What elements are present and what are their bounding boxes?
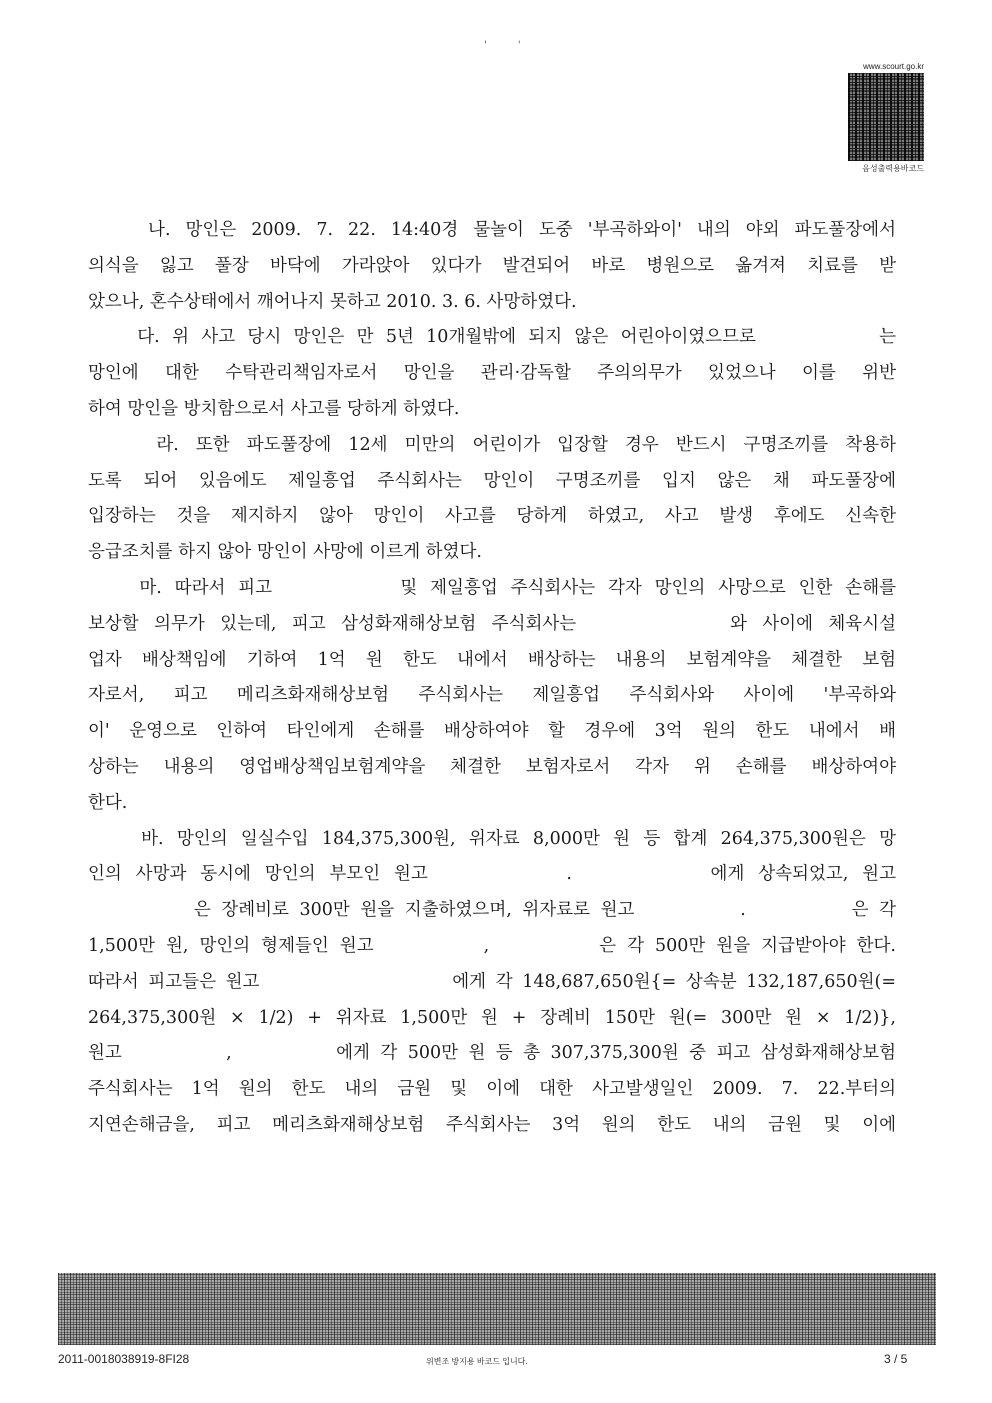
- body-line: 이' 운영으로 인하여 타인에게 손해를 배상하여야 할 경우에 3억 원의 한도 내에서 배: [88, 721, 896, 742]
- body-line: 바. 망인의 일실수입 184,375,300원, 위자료 8,000만 원 등 합계 264,375,300원은 망: [88, 828, 896, 849]
- anti-forgery-barcode-icon: [58, 1273, 936, 1345]
- site-url: www.scourt.go.kr: [863, 62, 924, 71]
- body-line: 나. 망인은 2009. 7. 22. 14:40경 물놀이 도중 '부곡하와이' 내의 야외 파도풀장에서: [88, 220, 896, 240]
- body-line: 지연손해금을, 피고 메리츠화재해상보험 주식회사는 3억 원의 한도 내의 금원 및 이에: [88, 1114, 896, 1135]
- body-line: 주식회사는 1억 원의 한도 내의 금원 및 이에 대한 사고발생일인 2009. 7. 22.부터의: [88, 1079, 896, 1100]
- body-line: 1,500만 원, 망인의 형제들인 원고 , 은 각 500만 원을 지급받아야 한다.: [88, 935, 896, 956]
- body-line: 하여 망인을 방치함으로서 사고를 당하게 하였다.: [88, 398, 460, 419]
- body-line: 입장하는 것을 제지하지 않아 망인이 사고를 당하게 하였고, 사고 발생 후에도 신속한: [88, 506, 896, 527]
- body-line: 따라서 피고들은 원고 에게 각 148,687,650원{= 상속분 132,187,650원(=: [88, 971, 896, 992]
- body-line: 망인에 대한 수탁관리책임자로서 망인을 관리·감독할 주의의무가 있었으나 이를 위반: [88, 363, 896, 384]
- body-line: 업자 배상책임에 기하여 1억 원 한도 내에서 배상하는 내용의 보험계약을 체결한 보험: [88, 649, 896, 670]
- body-line: 원고 , 에게 각 500만 원 등 총 307,375,300원 중 피고 삼성화재해상보험: [88, 1043, 896, 1064]
- body-line: 도록 되어 있음에도 제일흥업 주식회사는 망인이 구명조끼를 입지 않은 채 파도풀장에: [88, 470, 896, 491]
- body-line: 의식을 잃고 풀장 바닥에 가라앉아 있다가 발견되어 바로 병원으로 옮겨져 치료를 받: [88, 255, 896, 276]
- body-line: 라. 또한 파도풀장에 12세 미만의 어린이가 입장할 경우 반드시 구명조끼를 착용하: [88, 434, 896, 455]
- top-mark: ' ': [484, 40, 535, 51]
- body-line: 264,375,300원 × 1/2) + 위자료 1,500만 원 + 장례비 150만 원(= 300만 원 × 1/2)},: [88, 1007, 896, 1028]
- verification-barcode-block: [848, 62, 924, 174]
- barcode-caption: 음성출력용바코드: [862, 164, 924, 173]
- body-line: 상하는 내용의 영업배상책임보험계약을 체결한 보험자로서 각자 위 손해를 배상하여야: [88, 756, 896, 777]
- qr-barcode-icon: [848, 73, 924, 161]
- body-line: 인의 사망과 동시에 망인의 부모인 원고 . 에게 상속되었고, 원고: [88, 864, 896, 885]
- body-line: 다. 위 사고 당시 망인은 만 5년 10개월밖에 되지 않은 어린아이였으므로 는: [88, 327, 896, 348]
- document-body: [88, 213, 896, 1144]
- body-line: 은 장례비로 300만 원을 지출하였으며, 위자료로 원고 . 은 각: [88, 900, 896, 921]
- body-line: 한다.: [88, 792, 128, 813]
- page-number: 3 / 5: [884, 1352, 908, 1366]
- body-line: 응급조치를 하지 않아 망인이 사망에 이르게 하였다.: [88, 542, 482, 563]
- document-id: 2011-0018038919-8FI28: [58, 1352, 190, 1366]
- body-line: 았으나, 혼수상태에서 깨어나지 못하고 2010. 3. 6. 사망하였다.: [88, 291, 577, 312]
- body-line: 자로서, 피고 메리츠화재해상보험 주식회사는 제일흥업 주식회사와 사이에 '부곡하와: [88, 685, 896, 706]
- body-line: 마. 따라서 피고 및 제일흥업 주식회사는 각자 망인의 사망으로 인한 손해를: [88, 577, 896, 598]
- body-line: 보상할 의무가 있는데, 피고 삼성화재해상보험 주식회사는 와 사이에 체육시설: [88, 613, 896, 634]
- barcode-note: 위변조 방지용 바코드 입니다.: [426, 1357, 528, 1366]
